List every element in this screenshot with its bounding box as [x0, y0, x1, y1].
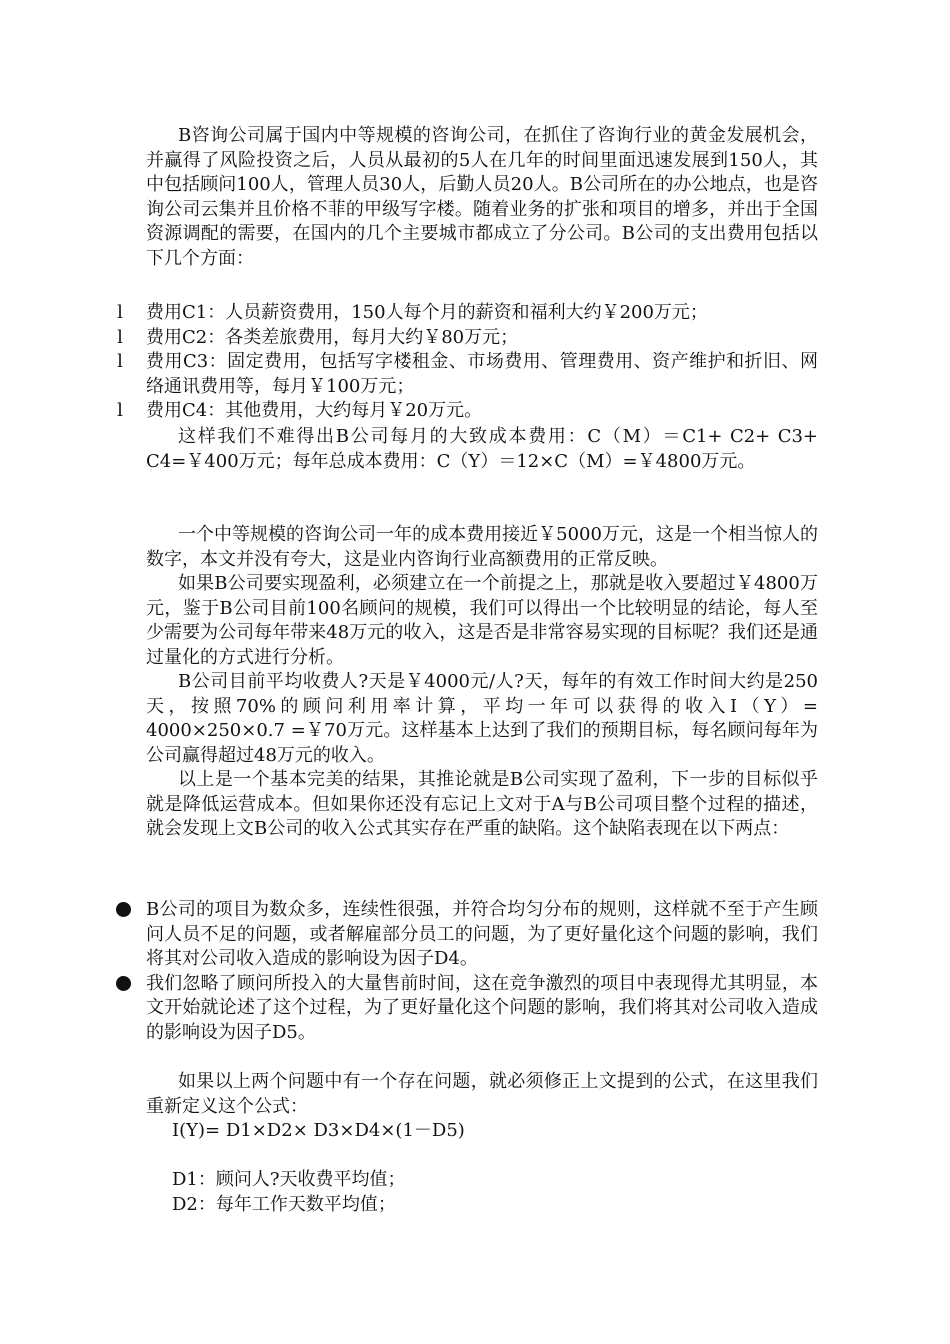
analysis-section — [146, 523, 818, 842]
paragraph-revenue: B公司目前平均收费人?天是￥4000元/人?天，每年的有效工作时间大约是250天，按照70%的顾问利用率计算，平均一年可以获得的收入I（Y）= 4000×250×0.7 =￥70万元。这样基本上达到了我们的预期目标，每名顾问每年为公司赢得超过48万元的收入。 — [146, 671, 818, 766]
intro-section — [146, 124, 818, 271]
list-marker: l — [117, 400, 123, 421]
cost-item-c4 — [117, 399, 818, 424]
cost-text-c3: 费用C3：固定费用，包括写字楼租金、市场费用、管理费用、资产维护和折旧、网络通讯费用等，每月￥100万元； — [146, 351, 818, 397]
intro-paragraph: B咨询公司属于国内中等规模的咨询公司，在抓住了咨询行业的黄金发展机会，并赢得了风险投资之后，人员从最初的5人在几年的时间里面迅速发展到150人，其中包括顾问100人，管理人员30人，后勤人员20人。B公司所在的办公地点，也是咨询公司云集并且价格不菲的甲级写字楼。随着业务的扩张和项目的增多，并出于全国资源调配的需要，在国内的几个主要城市都成立了分公司。B公司的支出费用包括以下几个方面： — [146, 125, 818, 269]
formula-section — [146, 1070, 818, 1217]
cost-item-c3 — [117, 350, 818, 399]
bullet-item-d4 — [146, 898, 818, 972]
list-marker: l — [117, 326, 123, 348]
cost-text-c2: 费用C2：各类差旅费用，每月大约￥80万元； — [146, 326, 519, 348]
cost-summary-paragraph: 这样我们不难得出B公司每月的大致成本费用：C（M）＝C1+ C2+ C3+ C4=￥400万元；每年总成本费用：C（Y）＝12×C（M）=￥4800万元。 — [146, 426, 818, 472]
paragraph-profit: 如果B公司要实现盈利，必须建立在一个前提之上，那就是收入要超过￥4800万元，鉴于B公司目前100名顾问的规模，我们可以得出一个比较明显的结论，每人至少需要为公司每年带来48万元的收入，这是否是非常容易实现的目标呢？我们还是通过量化的方式进行分析。 — [146, 573, 818, 668]
cost-item-c2 — [117, 326, 818, 351]
list-marker: l — [117, 351, 123, 372]
bullet-item-d5 — [146, 972, 818, 1046]
bullet-text-d4: B公司的项目为数众多，连续性很强，并符合均匀分布的规则，这样就不至于产生顾问人员不足的问题，或者解雇部分员工的问题，为了更好量化这个问题的影响，我们将其对公司收入造成的影响设为因子D4。 — [146, 899, 818, 969]
definition-d1: D1：顾问人?天收费平均值； — [172, 1169, 406, 1190]
paragraph-defects: 以上是一个基本完美的结果，其推论就是B公司实现了盈利，下一步的目标似乎就是降低运营成本。但如果你还没有忘记上文对于A与B公司项目整个过程的描述，就会发现上文B公司的收入公式其实存在严重的缺陷。这个缺陷表现在以下两点： — [146, 769, 818, 839]
bullet-text-d5: 我们忽略了顾问所投入的大量售前时间，这在竞争激烈的项目中表现得尤其明显，本文开始就论述了这个过程，为了更好量化这个问题的影响，我们将其对公司收入造成的影响设为因子D5。 — [146, 972, 818, 1043]
cost-item-c1 — [117, 301, 818, 326]
cost-text-c1: 费用C1：人员薪资费用，150人每个月的薪资和福利大约￥200万元； — [146, 302, 708, 323]
definition-d2: D2：每年工作天数平均值； — [172, 1193, 396, 1215]
cost-text-c4: 费用C4：其他费用，大约每月￥20万元。 — [146, 400, 483, 421]
bullet-list — [146, 898, 818, 1045]
bullet-icon — [116, 976, 131, 991]
summary-section — [146, 425, 818, 474]
bullet-icon — [116, 902, 131, 917]
cost-list — [117, 301, 818, 424]
formula-line: I(Y)= D1×D2× D3×D4×(1－D5) — [172, 1120, 465, 1141]
paragraph-scale: 一个中等规模的咨询公司一年的成本费用接近￥5000万元，这是一个相当惊人的数字，本文并没有夸大，这是业内咨询行业高额费用的正常反映。 — [146, 524, 818, 570]
paragraph-formula-intro: 如果以上两个问题中有一个存在问题，就必须修正上文提到的公式，在这里我们重新定义这个公式： — [146, 1071, 818, 1117]
list-marker: l — [117, 302, 123, 323]
